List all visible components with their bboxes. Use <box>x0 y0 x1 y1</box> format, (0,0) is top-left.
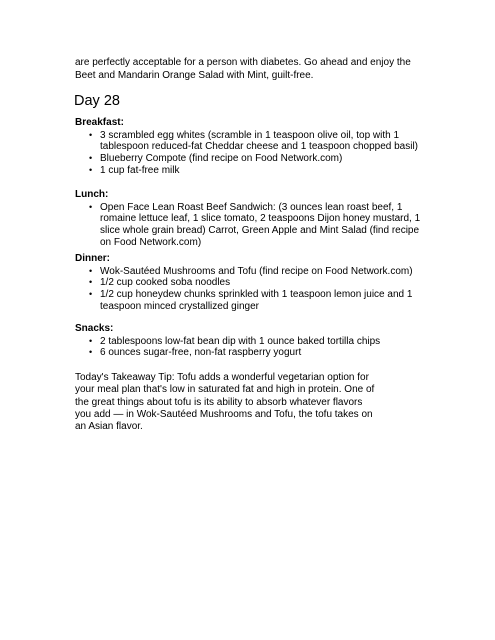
list-item-text: 1 cup fat-free milk <box>100 164 180 176</box>
list-item <box>75 153 425 165</box>
list-item <box>75 336 425 348</box>
list-item <box>75 289 425 313</box>
lunch-section <box>75 189 425 249</box>
list-item <box>75 202 425 249</box>
bullet-icon: • <box>89 347 93 358</box>
bullet-icon: • <box>89 277 93 288</box>
list-item-text: 6 ounces sugar-free, non-fat raspberry yogurt <box>100 347 302 359</box>
list-item <box>75 277 425 289</box>
snacks-section <box>75 323 425 359</box>
list-item <box>75 266 425 278</box>
intro-paragraph: are perfectly acceptable for a person with diabetes. Go ahead and enjoy the Beet and Mandarin Orange Salad with Mint, guilt-free. <box>75 57 411 81</box>
list-item-text: 1/2 cup cooked soba noodles <box>100 277 231 289</box>
breakfast-list <box>75 130 425 177</box>
list-item <box>75 347 425 359</box>
bullet-icon: • <box>89 164 93 175</box>
list-item-text: Open Face Lean Roast Beef Sandwich: (3 ounces lean roast beef, 1 romaine lettuce leaf, 1 slice tomato, 2 teaspoons Dijon honey mustard, 1 slice whole grain bread) Carrot, Green Apple and Mint Salad (find recipe on Food Network.com) <box>100 201 421 248</box>
day-heading: Day 28 <box>74 93 120 109</box>
list-item-text: Wok-Sautéed Mushrooms and Tofu (find recipe on Food Network.com) <box>100 265 413 277</box>
takeaway-tip-paragraph: Today's Takeaway Tip: Tofu adds a wonderful vegetarian option for your meal plan that's low in saturated fat and high in protein. One of the great things about tofu is its ability to absorb whatever flavors you add — in Wok-Sautéed Mushrooms and Tofu, the tofu takes on an Asian flavor. <box>75 372 375 433</box>
bullet-icon: • <box>89 201 93 212</box>
lunch-list <box>75 202 425 249</box>
meal-title-dinner: Dinner: <box>75 253 110 264</box>
meal-title-lunch: Lunch: <box>75 189 109 200</box>
list-item <box>75 165 425 177</box>
list-item <box>75 130 425 154</box>
bullet-icon: • <box>89 335 93 346</box>
list-item-text: 2 tablespoons low-fat bean dip with 1 ounce baked tortilla chips <box>100 335 381 347</box>
dinner-section <box>75 253 425 313</box>
list-item-text: 3 scrambled egg whites (scramble in 1 teaspoon olive oil, top with 1 tablespoon reduced-fat Cheddar cheese and 1 teaspoon chopped basil) <box>100 129 419 153</box>
bullet-icon: • <box>89 289 93 300</box>
bullet-icon: • <box>89 153 93 164</box>
snacks-list <box>75 336 425 360</box>
meal-title-breakfast: Breakfast: <box>75 117 124 128</box>
list-item-text: Blueberry Compote (find recipe on Food Network.com) <box>100 153 343 165</box>
meal-title-snacks: Snacks: <box>75 323 114 334</box>
list-item-text: 1/2 cup honeydew chunks sprinkled with 1 teaspoon lemon juice and 1 teaspoon minced crystallized ginger <box>100 289 413 312</box>
dinner-list <box>75 266 425 313</box>
bullet-icon: • <box>89 129 93 140</box>
breakfast-section <box>75 117 425 177</box>
bullet-icon: • <box>89 265 93 276</box>
